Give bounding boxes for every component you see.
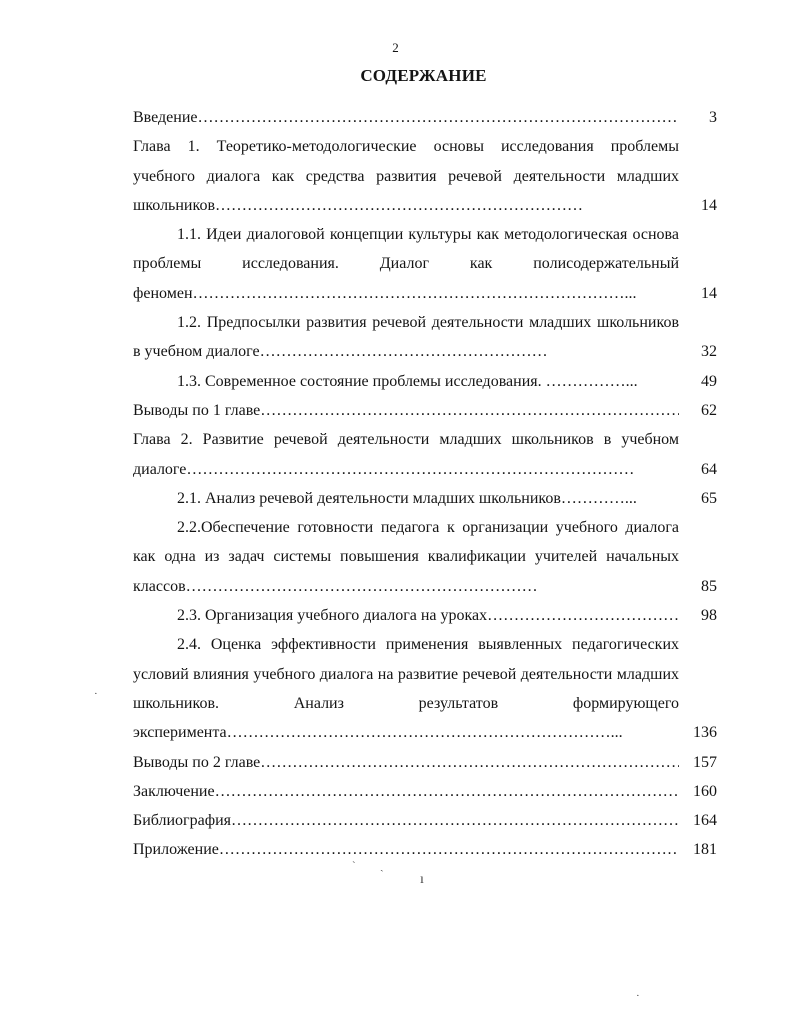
toc-entry-text: 1.1. Идеи диалоговой концепции культуры как методологическая основа проблемы исследования. Диалог как полисодержательный феномен <box>133 226 679 302</box>
toc-entry-text: 1.2. Предпосылки развития речевой деятельности младших школьников в учебном диалоге <box>133 314 679 361</box>
toc-entry-conclusion <box>133 777 717 806</box>
toc-entry-page: 3 <box>709 109 717 126</box>
toc-entry-text: Глава 2. Развитие речевой деятельности младших школьников в учебном диалоге <box>133 431 679 478</box>
toc-entry-page: 64 <box>701 460 717 478</box>
toc-entry-chapter-2: Глава 2. Развитие речевой деятельности младших школьников в учебном диалоге………………………………………………………………………… 64 <box>133 425 717 484</box>
toc-entry-text: Выводы по 2 главе <box>133 753 261 771</box>
toc-entry-text: Глава 1. Теоретико-методологические основы исследования проблемы учебного диалога как средства развития речевой деятельности младших школьников <box>133 138 679 214</box>
scan-speck-bottom-2: ˏ <box>380 860 384 872</box>
toc-entry-appendix <box>133 835 717 864</box>
toc-entry-text: 2.3. Организация учебного диалога на уроках <box>177 607 488 625</box>
toc-entry-text: Заключение <box>133 782 215 800</box>
page-number: 2 <box>392 40 399 55</box>
toc-entry-text: Приложение <box>133 841 219 859</box>
toc-entry-page: 160 <box>693 782 717 800</box>
scan-speck-corner: · <box>636 990 640 1002</box>
toc-entry-text: 1.3. Современное состояние проблемы исследования. <box>177 372 542 390</box>
page-title: СОДЕРЖАНИЕ <box>360 66 487 85</box>
toc-entry-section-2-1: 2.1. Анализ речевой деятельности младших школьников…………... 65 <box>133 484 717 513</box>
toc-entry-section-1-1: 1.1. Идеи диалоговой концепции культуры как методологическая основа проблемы исследования. Диалог как полисодержательный феномен………………………………………………………………………... 14 <box>133 220 717 308</box>
toc-entry-chapter-1: Глава 1. Теоретико-методологические основы исследования проблемы учебного диалога как средства развития речевой деятельности младших школьников…………………………………………………………… 14 <box>133 132 717 220</box>
toc-entry-text: Введение <box>133 109 198 126</box>
toc-entry-section-2-2: 2.2.Обеспечение готовности педагога к организации учебного диалога как одна из задач системы повышения квалификации учителей начальных классов………………………………………………………… 85 <box>133 513 717 601</box>
scan-speck-bottom-3: ı <box>420 872 424 887</box>
scan-speck-left: · <box>94 688 98 700</box>
toc-entry-page: 32 <box>701 343 717 361</box>
toc-entry-text: Выводы по 1 главе <box>133 401 261 419</box>
toc-entry-text: Библиография <box>133 812 231 830</box>
toc-entry-page: 49 <box>701 372 717 390</box>
toc-entry-page: 164 <box>693 812 717 830</box>
toc-entry-bibliography <box>133 806 717 835</box>
toc-entry-section-2-3 <box>133 601 717 630</box>
toc-entry-page: 14 <box>701 284 717 302</box>
toc-entry-text: 2.1. Анализ речевой деятельности младших школьников <box>177 489 561 507</box>
toc-entry-conclusions-2 <box>133 748 717 777</box>
toc-entry-text: 2.2.Обеспечение готовности педагога к организации учебного диалога как одна из задач системы повышения квалификации учителей начальных классов <box>133 519 679 595</box>
table-of-contents <box>133 103 717 865</box>
toc-entry-page: 85 <box>701 577 717 595</box>
toc-entry-section-2-4: 2.4. Оценка эффективности применения выявленных педагогических условий влияния учебного диалога на развитие речевой деятельности младших школьников. Анализ результатов формирующего эксперимента………………………………………………………………... 136 <box>133 630 717 747</box>
scan-speck-bottom-1: ˋ <box>352 860 356 872</box>
toc-entry-conclusions-1 <box>133 396 717 425</box>
toc-entry-page: 14 <box>701 196 717 214</box>
toc-entry-section-1-3: 1.3. Современное состояние проблемы исследования. ……………... 49 <box>133 367 717 396</box>
toc-entry-section-1-2: 1.2. Предпосылки развития речевой деятельности младших школьников в учебном диалоге……………………………………………… 32 <box>133 308 717 367</box>
toc-entry-page: 98 <box>701 607 717 625</box>
toc-entry-page: 181 <box>693 841 717 859</box>
toc-entry-text: 2.4. Оценка эффективности применения выявленных педагогических условий влияния учебного диалога на развитие речевой деятельности младших школьников. Анализ результатов формирующего эксперимента <box>133 636 679 742</box>
toc-entry-page: 65 <box>701 489 717 507</box>
toc-entry-page: 157 <box>693 753 717 771</box>
toc-entry-page: 136 <box>693 724 717 742</box>
toc-entry-introduction <box>133 103 717 132</box>
toc-entry-page: 62 <box>701 401 717 419</box>
